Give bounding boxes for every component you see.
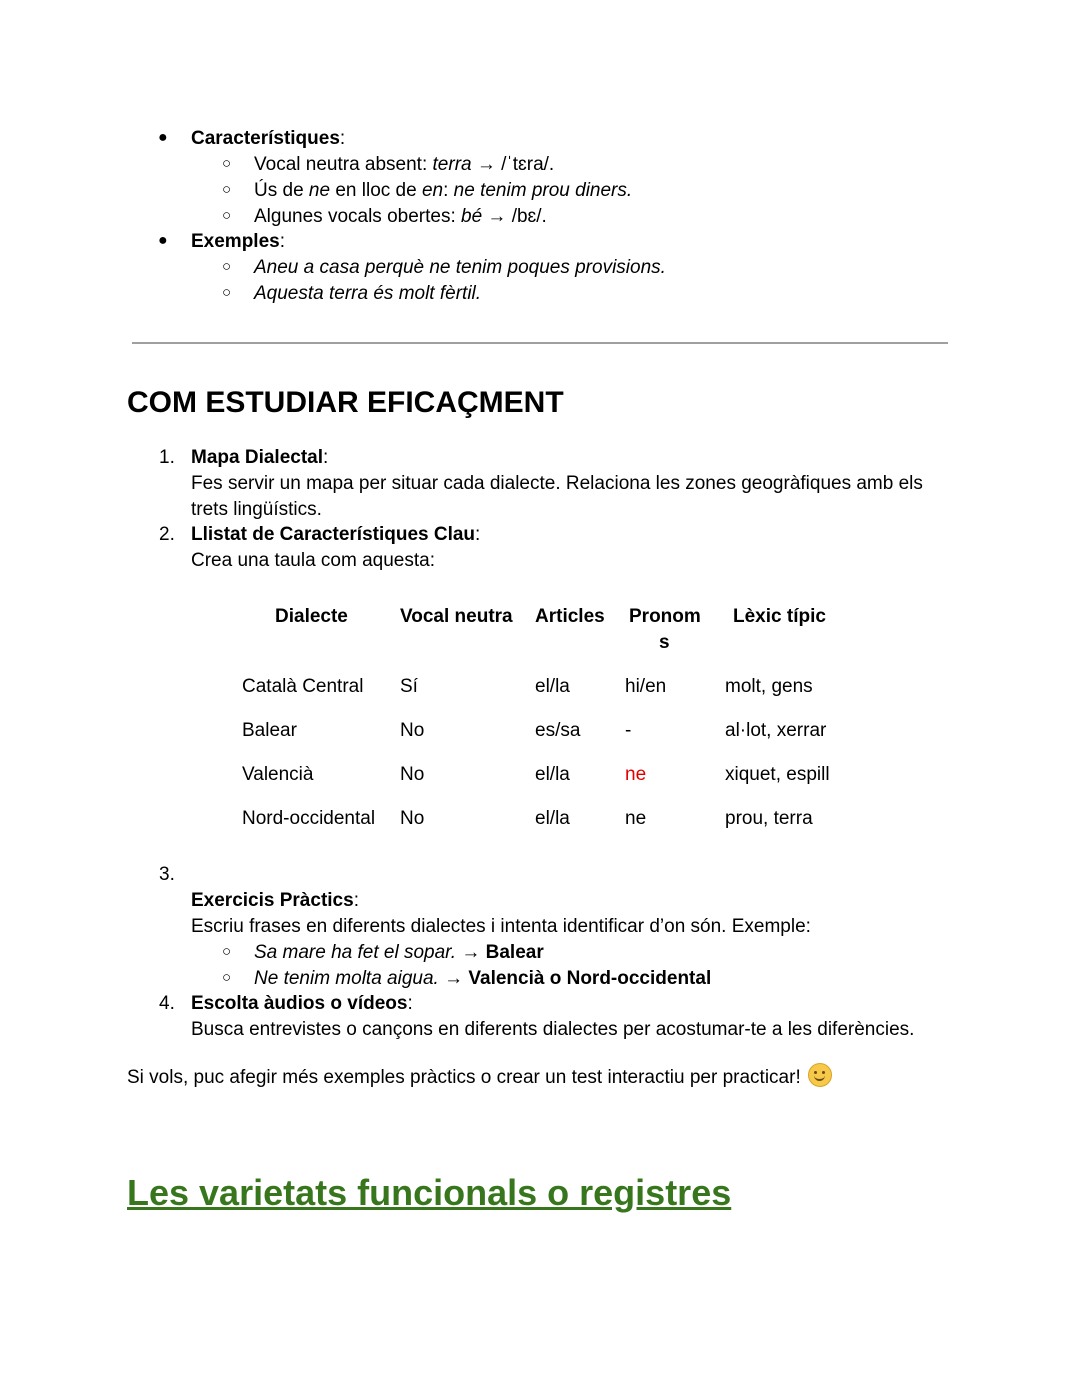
table-cell: Valencià <box>242 764 314 785</box>
bullet-icon: ● <box>158 129 168 146</box>
table-cell: prou, terra <box>725 808 813 829</box>
table-cell: molt, gens <box>725 676 813 697</box>
circle-bullet-icon: ○ <box>222 969 232 986</box>
smiley-icon <box>808 1063 832 1087</box>
circle-bullet-icon: ○ <box>222 207 232 224</box>
list-item-label: Llistat de Característiques Clau: <box>191 524 481 545</box>
list-item-label: Escolta àudios o vídeos: <box>191 993 413 1014</box>
horizontal-rule <box>132 342 948 344</box>
table-cell-highlighted: ne <box>625 764 647 785</box>
table-cell: No <box>400 764 425 785</box>
table-header: Pronom <box>629 606 701 627</box>
characteristics-item: Característiques: <box>191 128 346 149</box>
circle-bullet-icon: ○ <box>222 258 232 275</box>
table-header: Articles <box>535 606 605 627</box>
sub-example-line: Ne tenim molta aigua. → Valencià o Nord-occidental <box>254 968 712 989</box>
examples-item: Exemples: <box>191 231 286 252</box>
table-cell: Sí <box>400 676 418 697</box>
table-header: s <box>659 632 670 653</box>
table-cell: el/la <box>535 676 570 697</box>
table-header: Vocal neutra <box>400 606 513 627</box>
table-cell: Nord-occidental <box>242 808 376 829</box>
sub-example-line: Sa mare ha fet el sopar. → Balear <box>254 942 544 963</box>
section-title: COM ESTUDIAR EFICAÇMENT <box>127 386 564 419</box>
table-cell: No <box>400 720 425 741</box>
table-cell: ne <box>625 808 647 829</box>
examples-label: Exemples <box>191 231 280 252</box>
list-item-text: Fes servir un mapa per situar cada dialecte. Relaciona les zones geogràfiques amb els <box>191 473 923 494</box>
table-cell: es/sa <box>535 720 581 741</box>
table-cell: - <box>625 720 632 741</box>
table-cell: No <box>400 808 425 829</box>
table-cell: al·lot, xerrar <box>725 720 827 741</box>
table-cell: xiquet, espill <box>725 764 830 785</box>
example-line: Aquesta terra és molt fèrtil. <box>254 283 482 304</box>
list-item-text: Escriu frases en diferents dialectes i intenta identificar d’on són. Exemple: <box>191 916 811 937</box>
list-item-text: Busca entrevistes o cançons en diferents dialectes per acostumar-te a les diferències. <box>191 1019 915 1040</box>
table-cell: hi/en <box>625 676 667 697</box>
characteristic-line: Algunes vocals obertes: bé → /bɛ/. <box>254 206 547 227</box>
table-cell: Català Central <box>242 676 364 697</box>
list-item-text: trets lingüístics. <box>191 499 322 520</box>
list-item-label: Mapa Dialectal: <box>191 447 329 468</box>
table-cell: el/la <box>535 764 570 785</box>
circle-bullet-icon: ○ <box>222 284 232 301</box>
list-number: 1. <box>159 447 175 468</box>
list-item-label: Exercicis Pràctics: <box>191 890 359 911</box>
list-number: 4. <box>159 993 175 1014</box>
bullet-icon: ● <box>158 232 168 249</box>
characteristic-line: Ús de ne en lloc de en: ne tenim prou diners. <box>254 180 633 201</box>
list-number: 3. <box>159 864 175 885</box>
list-item-text: Crea una taula com aquesta: <box>191 550 435 571</box>
table-header: Lèxic típic <box>733 606 826 627</box>
circle-bullet-icon: ○ <box>222 181 232 198</box>
table-header: Dialecte <box>275 606 348 627</box>
next-section-heading[interactable]: Les varietats funcionals o registres <box>127 1172 732 1213</box>
closing-paragraph: Si vols, puc afegir més exemples pràctics o crear un test interactiu per practicar! <box>127 1063 832 1091</box>
characteristic-line: Vocal neutra absent: terra → /ˈtɛra/. <box>254 154 555 175</box>
table-cell: Balear <box>242 720 297 741</box>
example-line: Aneu a casa perquè ne tenim poques provisions. <box>254 257 666 278</box>
list-number: 2. <box>159 524 175 545</box>
circle-bullet-icon: ○ <box>222 155 232 172</box>
table-cell: el/la <box>535 808 570 829</box>
circle-bullet-icon: ○ <box>222 943 232 960</box>
characteristics-label: Característiques <box>191 128 340 149</box>
